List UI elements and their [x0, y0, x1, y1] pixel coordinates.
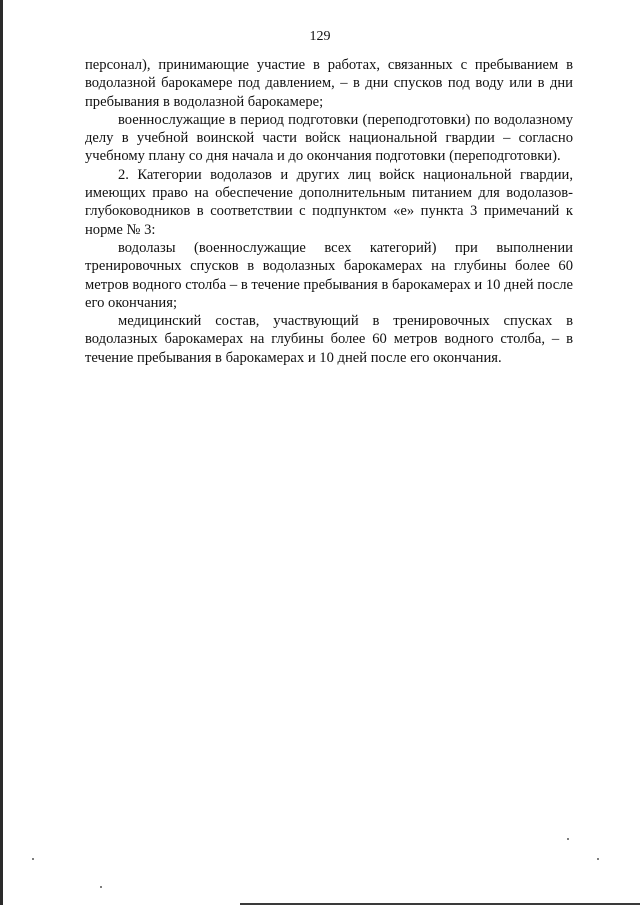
scan-speck: [32, 858, 34, 860]
scan-speck: [100, 886, 102, 888]
page-number: 129: [309, 29, 331, 44]
scan-speck: [567, 838, 569, 840]
document-body: [85, 56, 573, 367]
paragraph-medical-staff: медицинский состав, участвующий в тренировочных спусках в водолазных барокамерах на глубины более 60 метров водного столба, – в течение пребывания в барокамерах и 10 дней после его окончания.: [85, 313, 573, 366]
scan-speck: [597, 858, 599, 860]
paragraph-personnel-continuation: персонал), принимающие участие в работах, связанных с пребыванием в водолазной барокамере под давлением, – в дни спусков под воду или в дни пребывания в водолазной барокамере;: [85, 57, 573, 110]
scan-left-edge: [0, 0, 3, 905]
paragraph-section-2-heading: 2. Категории водолазов и других лиц войск национальной гвардии, имеющих право на обеспечение дополнительным питанием для водолазов-глубоководников в соответствии с подпунктом «е» пункта 3 примечаний к норме № 3:: [85, 166, 573, 238]
paragraph-divers: водолазы (военнослужащие всех категорий) при выполнении тренировочных спусков в водолазных барокамерах на глубины более 60 метров водного столба – в течение пребывания в барокамерах и 10 дней после его окончания;: [85, 239, 573, 311]
paragraph-training-servicemen: военнослужащие в период подготовки (переподготовки) по водолазному делу в учебной воинской части войск национальной гвардии – согласно учебному плану со дня начала и до окончания подготовки (переподготовки).: [85, 111, 573, 165]
